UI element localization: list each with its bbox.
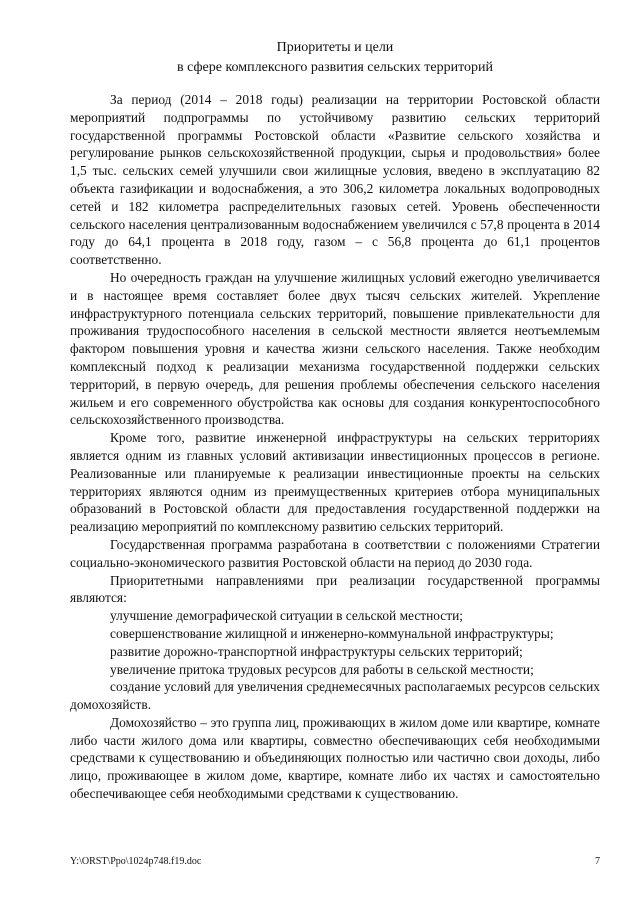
paragraph: Кроме того, развитие инженерной инфраструктуры на сельских территориях является одним из главных условий активизации инвестиционных процессов в регионе. Реализованные или планируемые к реализации инвестиционные проекты на сельских территориях являются одним из преимущественных критериев отбора муниципальных образований в Ростовской области для предоставления государственной поддержки на реализацию мероприятий по комплексному развитию сельских территорий. — [70, 430, 600, 535]
page-title — [70, 38, 600, 78]
list-item: увеличение притока трудовых ресурсов для работы в сельской местности; — [110, 661, 534, 677]
list-item: развитие дорожно-транспортной инфраструктуры сельских территорий; — [110, 643, 523, 659]
paragraph: Но очередность граждан на улучшение жилищных условий ежегодно увеличивается и в настоящее время составляет более двух тысяч сельских жителей. Укрепление инфраструктурного потенциала сельских территорий, повышение привлекательности для проживания трудоспособного населения в сельской местности является неотъемлемым фактором повышения уровня и качества жизни сельского населения. Также необходим комплексный подход к реализации механизма государственной поддержки сельских территорий, в первую очередь, для решения проблемы обеспечения сельского населения жильем и его современного обустройства как основы для создания конкурентоспособного сельскохозяйственного производства. — [70, 269, 600, 428]
document-body — [70, 91, 600, 803]
paragraph: Домохозяйство – это группа лиц, проживающих в жилом доме или квартире, комнате либо части жилого дома или квартиры, совместно обеспечивающих себя необходимыми средствами к существованию и объединяющих полностью или частично свои доходы, либо лицо, проживающее в жилом доме, квартире, комнате либо их частях и самостоятельно обеспечивающее себя необходимыми средствами к существованию. — [70, 714, 600, 802]
title-line-2: в сфере комплексного развития сельских территорий — [176, 60, 494, 75]
page-number: 7 — [595, 856, 600, 867]
title-line-1: Приоритеты и цели — [276, 40, 394, 55]
list-item: улучшение демографической ситуации в сельской местности; — [110, 608, 463, 624]
paragraph: За период (2014 – 2018 годы) реализации на территории Ростовской области мероприятий подпрограммы по устойчивому развитию сельских территорий государственной программы Ростовской области «Развитие сельского хозяйства и регулирование рынков сельскохозяйственной продукции, сырья и продовольствия» более 1,5 тыс. сельских семей улучшили свои жилищные условия, введено в эксплуатацию 82 объекта газификации и водоснабжения, а это 306,2 километра локальных водопроводных сетей и 182 километра распределительных газовых сетей. Уровень обеспеченности сельского населения централизованным водоснабжением увеличился с 57,8 процента в 2014 году до 64,1 процента в 2018 году, газом – с 56,8 процента до 61,1 процентов соответственно. — [70, 92, 600, 268]
list-item: совершенствование жилищной и инженерно-коммунальной инфраструктуры; — [110, 625, 554, 641]
paragraph: Государственная программа разработана в соответствии с положениями Стратегии социально-экономического развития Ростовской области на период до 2030 года. — [70, 536, 600, 570]
file-path: Y:\ORST\Ppo\1024p748.f19.doc — [70, 856, 202, 867]
paragraph: Приоритетными направлениями при реализации государственной программы являются: — [70, 572, 600, 606]
paragraph: создание условий для увеличения среднемесячных располагаемых ресурсов сельских домохозяйств. — [70, 679, 600, 713]
